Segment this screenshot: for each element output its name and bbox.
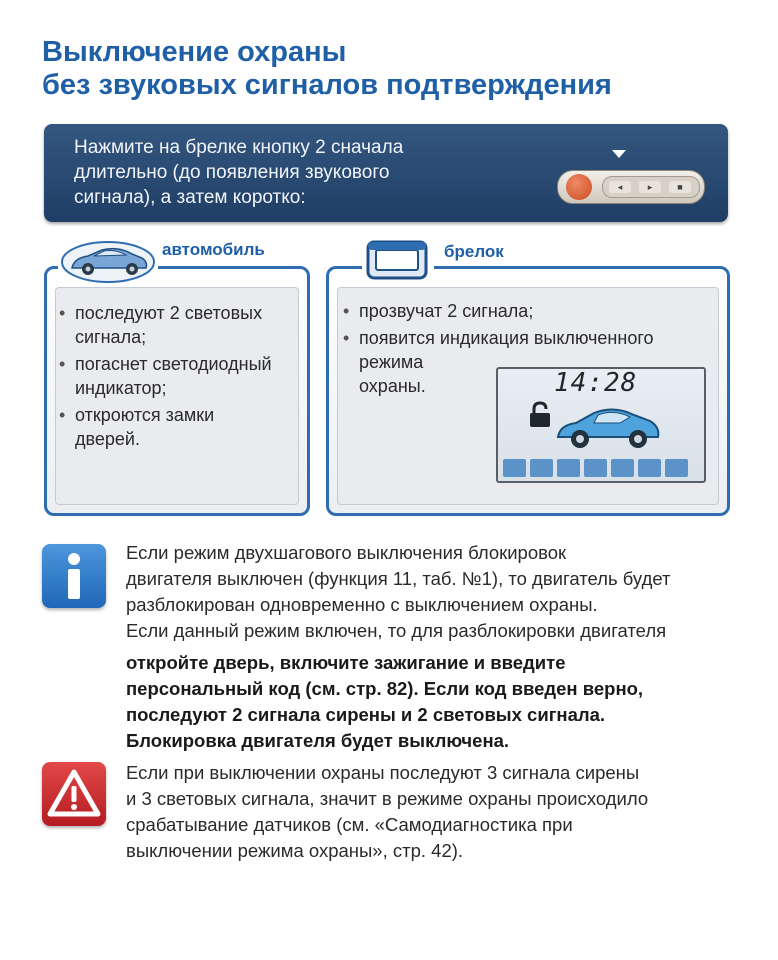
- car-list: [59, 301, 309, 454]
- list-item-line: сигнала;: [75, 327, 147, 347]
- car-display-icon: [554, 399, 664, 455]
- car-icon: [58, 238, 158, 286]
- info-line: Если данный режим включен, то для разблокировки двигателя: [126, 620, 667, 641]
- list-item: [59, 403, 309, 451]
- remote-key-right: ▸: [639, 181, 661, 193]
- info-line: двигателя выключен (функция 11, таб. №1), то двигатель будет: [126, 568, 671, 589]
- status-icon: [611, 459, 634, 477]
- instruction-banner: [44, 124, 728, 222]
- info-icon: [42, 544, 106, 608]
- arrow-down-icon: [612, 150, 626, 158]
- list-item: [59, 352, 309, 400]
- instruction-line-2: длительно (до появления звукового: [74, 162, 390, 183]
- warning-line: и 3 световых сигнала, значит в режиме охраны происходило: [126, 788, 649, 809]
- list-item-line: индикатор;: [75, 378, 167, 398]
- info-bold-line: персональный код (см. стр. 82). Если код введен верно,: [126, 678, 644, 699]
- unlock-icon: [528, 401, 552, 429]
- list-item-line: режима: [359, 352, 424, 372]
- lcd-status-icons: [503, 459, 688, 477]
- status-icon: [530, 459, 553, 477]
- info-bold-line: Блокировка двигателя будет выключена.: [126, 730, 510, 751]
- info-bold-line: последуют 2 сигнала сирены и 2 световых сигнала.: [126, 704, 606, 725]
- title-line-1: Выключение охраны: [42, 36, 347, 68]
- info-line: Если режим двухшагового выключения блокировок: [126, 542, 567, 563]
- instruction-text: [74, 135, 514, 210]
- list-item: [343, 299, 723, 323]
- remote-key-stop: ■: [669, 181, 691, 193]
- remote-main-button: [566, 174, 592, 200]
- warning-line: срабатывание датчиков (см. «Самодиагностика при: [126, 814, 573, 835]
- list-item-line: • появится индикация выключенного: [359, 328, 654, 348]
- list-item-line: • откроются замки: [75, 405, 215, 425]
- status-icon: [638, 459, 661, 477]
- page-title: [42, 36, 612, 102]
- fob-panel-heading: брелок: [438, 242, 510, 262]
- warning-line: выключении режима охраны», стр. 42).: [126, 840, 464, 861]
- info-bold-line: откройте дверь, включите зажигание и введите: [126, 652, 566, 673]
- warning-icon: [42, 762, 106, 826]
- info-line: разблокирован одновременно с выключением охраны.: [126, 594, 598, 615]
- list-item-line: • прозвучат 2 сигнала;: [359, 301, 534, 321]
- warning-line: Если при выключении охраны последуют 3 сигнала сирены: [126, 762, 640, 783]
- list-item-line: • последуют 2 световых: [75, 303, 263, 323]
- instruction-line-1: Нажмите на брелке кнопку 2 сначала: [74, 137, 404, 158]
- status-icon: [665, 459, 688, 477]
- title-line-2: без звуковых сигналов подтверждения: [42, 69, 612, 101]
- pager-icon: [362, 236, 434, 282]
- instruction-line-3: сигнала), а затем коротко:: [74, 187, 306, 208]
- list-item-line: охраны.: [359, 376, 426, 396]
- car-panel: [44, 266, 310, 516]
- remote-keys: [602, 176, 700, 198]
- car-panel-heading: автомобиль: [156, 240, 271, 260]
- remote-key-left: ◂: [609, 181, 631, 193]
- list-item-line: • погаснет светодиодный: [75, 354, 272, 374]
- lcd-time: 14:28: [554, 368, 638, 398]
- status-icon: [557, 459, 580, 477]
- list-item-line: дверей.: [75, 429, 140, 449]
- lcd-display: [496, 367, 706, 483]
- list-item: [59, 301, 309, 349]
- info-text: [126, 540, 746, 754]
- status-icon: [584, 459, 607, 477]
- status-icon: [503, 459, 526, 477]
- key-fob-remote-icon: [557, 170, 705, 204]
- warning-text: [126, 760, 746, 864]
